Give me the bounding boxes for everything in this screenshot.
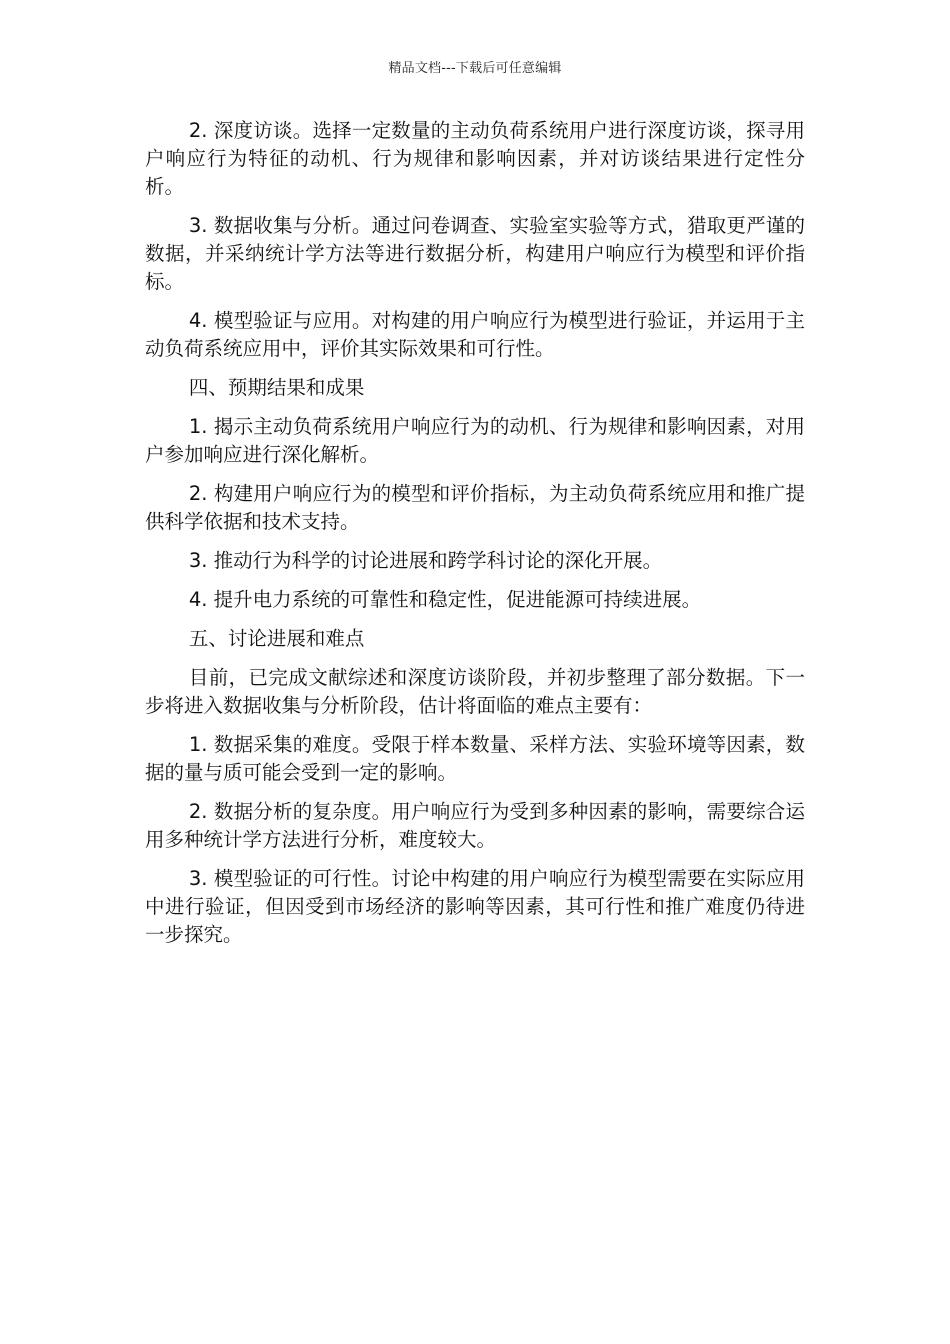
paragraph-result-4: 4. 提升电力系统的可靠性和稳定性，促进能源可持续进展。 [188,588,702,611]
paragraph-result-1: 1. 揭示主动负荷系统用户响应行为的动机、行为规律和影响因素，对用户参加响应进行深化解析。 [145,415,805,466]
paragraph-difficulty-3: 3. 模型验证的可行性。讨论中构建的用户响应行为模型需要在实际应用中进行验证，但因受到市场经济的影响等因素，其可行性和推广难度仍待进一步探究。 [145,867,805,946]
paragraph-difficulty-1: 1. 数据采集的难度。受限于样本数量、采样方法、实验环境等因素，数据的量与质可能会受到一定的影响。 [145,733,805,784]
section-heading-progress-difficulties: 五、讨论进展和难点 [188,627,365,650]
paragraph-result-2: 2. 构建用户响应行为的模型和评价指标，为主动负荷系统应用和推广提供科学依据和技术支持。 [145,482,805,533]
paragraph-data-collection: 3. 数据收集与分析。通过问卷调查、实验室实验等方式，猎取更严谨的数据，并采纳统计学方法等进行数据分析，构建用户响应行为模型和评价指标。 [145,214,805,293]
paragraph-progress-intro: 目前，已完成文献综述和深度访谈阶段，并初步整理了部分数据。下一步将进入数据收集与分析阶段，估计将面临的难点主要有： [145,666,805,717]
paragraph-depth-interview: 2. 深度访谈。选择一定数量的主动负荷系统用户进行深度访谈，探寻用户响应行为特征的动机、行为规律和影响因素，并对访谈结果进行定性分析。 [145,119,805,198]
paragraph-model-validation: 4. 模型验证与应用。对构建的用户响应行为模型进行验证，并运用于主动负荷系统应用中，评价其实际效果和可行性。 [145,309,805,360]
page-header: 精品文档---下载后可任意编辑 [388,61,562,76]
paragraph-result-3: 3. 推动行为科学的讨论进展和跨学科讨论的深化开展。 [188,549,663,572]
document-body [145,117,805,960]
section-heading-expected-results: 四、预期结果和成果 [188,376,365,399]
paragraph-difficulty-2: 2. 数据分析的复杂度。用户响应行为受到多种因素的影响，需要综合运用多种统计学方法进行分析，难度较大。 [145,800,805,851]
